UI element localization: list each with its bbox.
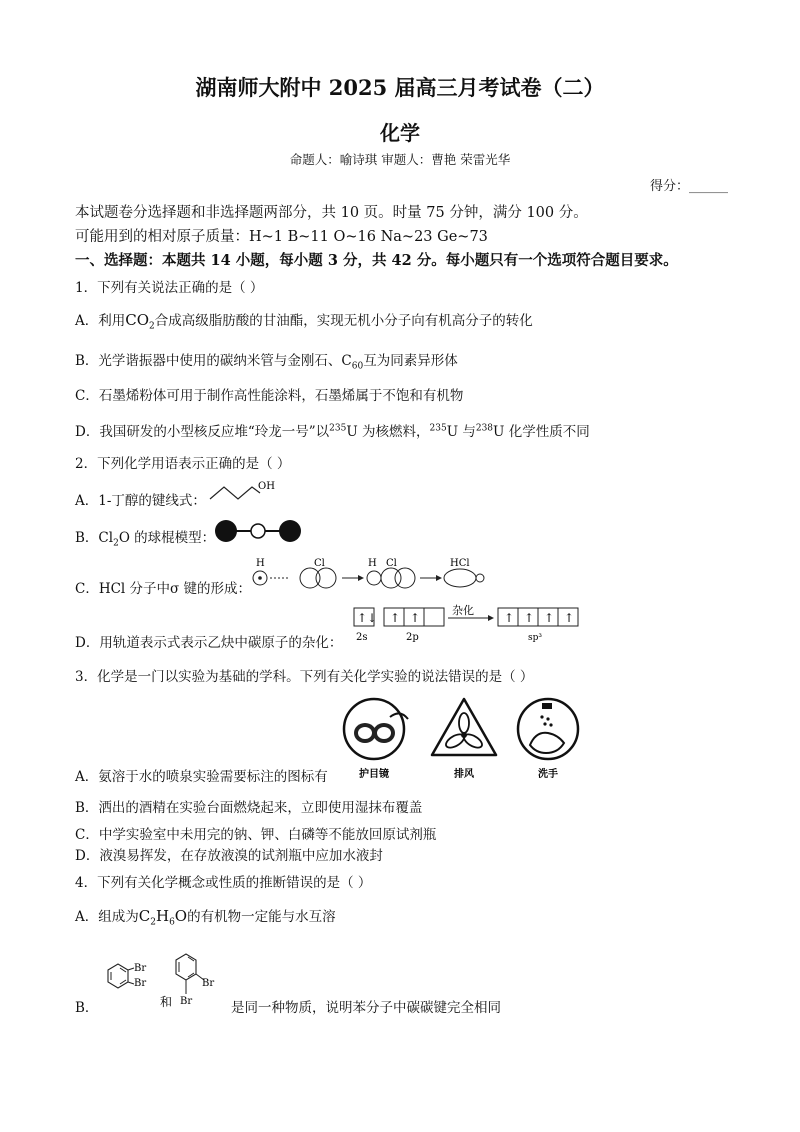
q2-option-d: D．用轨道表示式表示乙炔中碳原子的杂化：: [75, 635, 343, 651]
section-heading: 一、选择题：本题共 14 小题，每小题 3 分，共 42 分。每小题只有一个选项符合题目要求。: [75, 252, 678, 269]
q1-option-d: D．我国研发的小型核反应堆“玲龙一号”以$^{235}$U 为核燃料，$^{235}$U 与$^{238}$U 化学性质不同: [75, 423, 590, 440]
q2-option-b: B．$Cl_2O$ 的球棍模型：: [75, 530, 216, 549]
q3-stem: 3．化学是一门以实验为基础的学科。下列有关化学实验的说法错误的是（ ）: [75, 669, 534, 685]
svg-text:H: H: [256, 558, 265, 569]
q4-option-b-text: 是同一种物质，说明苯分子中碳碳键完全相同: [231, 1000, 501, 1016]
q3-option-b: B．洒出的酒精在实验台面燃烧起来，立即使用湿抹布覆盖: [75, 800, 423, 816]
svg-text:↑↓: ↑↓: [357, 611, 378, 625]
q3-option-a: A．氨溶于水的喷泉实验需要标注的图标有: [75, 769, 328, 785]
svg-text:HCl: HCl: [450, 558, 470, 569]
q1-option-b: B．光学谐振器中使用的碳纳米管与金刚石、$C_{60}$互为同素异形体: [75, 353, 458, 372]
q4-option-a: A．组成为$C_2H_6O$的有机物一定能与水互溶: [75, 907, 336, 928]
ventilation-label: 排风: [454, 769, 474, 780]
svg-text:↑: ↑: [524, 611, 535, 625]
intro-line-1: 本试题卷分选择题和非选择题两部分，共 10 页。时量 75 分钟，满分 100 分。: [75, 205, 588, 221]
goggles-label: 护目镜: [359, 769, 389, 780]
svg-text:杂化: 杂化: [452, 604, 474, 617]
oh-label: OH: [258, 481, 275, 492]
svg-text:sp³: sp³: [528, 633, 542, 643]
svg-text:2p: 2p: [406, 632, 419, 643]
q1-stem: 1．下列有关说法正确的是（ ）: [75, 280, 264, 296]
svg-text:Br: Br: [134, 978, 147, 989]
hcl-sigma-bond-figure: [246, 556, 496, 592]
svg-text:Cl: Cl: [386, 558, 397, 569]
svg-text:和: 和: [160, 995, 173, 1009]
svg-text:↑: ↑: [564, 611, 575, 625]
dibromobenzene-structures-figure: [98, 946, 228, 1012]
svg-text:Br: Br: [202, 978, 215, 989]
ventilation-icon: [424, 693, 504, 781]
setter-line: 命题人：喻诗琪 审题人：曹艳 荣雷光华: [289, 152, 511, 167]
svg-text:↑: ↑: [504, 611, 515, 625]
butanol-skeletal-figure: [208, 477, 278, 503]
svg-text:↑: ↑: [410, 611, 421, 625]
q4-stem: 4．下列有关化学概念或性质的推断错误的是（ ）: [75, 875, 372, 891]
score-field: 得分：______: [649, 179, 728, 194]
q4-option-b-label: B．: [75, 1000, 99, 1016]
exam-title: 湖南师大附中 2025 届高三月考试卷（二）: [195, 75, 605, 100]
svg-text:Cl: Cl: [314, 558, 325, 569]
svg-text:↑: ↑: [544, 611, 555, 625]
q3-option-d: D．液溴易挥发，在存放液溴的试剂瓶中应加水液封: [75, 848, 383, 864]
q2-option-a: A．1-丁醇的键线式：: [75, 493, 206, 509]
q2-option-c: C．HCl 分子中σ 键的形成：: [75, 581, 252, 597]
svg-text:H: H: [368, 558, 377, 569]
q3-option-c: C．中学实验室中未用完的钠、钾、白磷等不能放回原试剂瓶: [75, 827, 437, 843]
q1-option-a: A．利用$CO_2$合成高级脂肪酸的甘油酯，实现无机小分子向有机高分子的转化: [75, 311, 533, 332]
svg-text:Br: Br: [180, 996, 193, 1007]
q2-stem: 2．下列化学用语表示正确的是（ ）: [75, 456, 291, 472]
handwash-icon: [512, 693, 584, 781]
subject-title: 化学: [380, 121, 420, 145]
svg-text:2s: 2s: [356, 632, 368, 643]
intro-line-2: 可能用到的相对原子质量：H~1 B~11 O~16 Na~23 Ge~73: [75, 229, 488, 245]
svg-text:↑: ↑: [390, 611, 401, 625]
q1-option-c: C．石墨烯粉体可用于制作高性能涂料，石墨烯属于不饱和有机物: [75, 388, 464, 404]
handwash-label: 洗手: [538, 769, 558, 780]
orbital-hybridization-figure: [352, 604, 584, 646]
goggles-icon: [338, 693, 410, 781]
cl2o-ball-stick-figure: [212, 518, 304, 544]
svg-text:Br: Br: [134, 963, 147, 974]
